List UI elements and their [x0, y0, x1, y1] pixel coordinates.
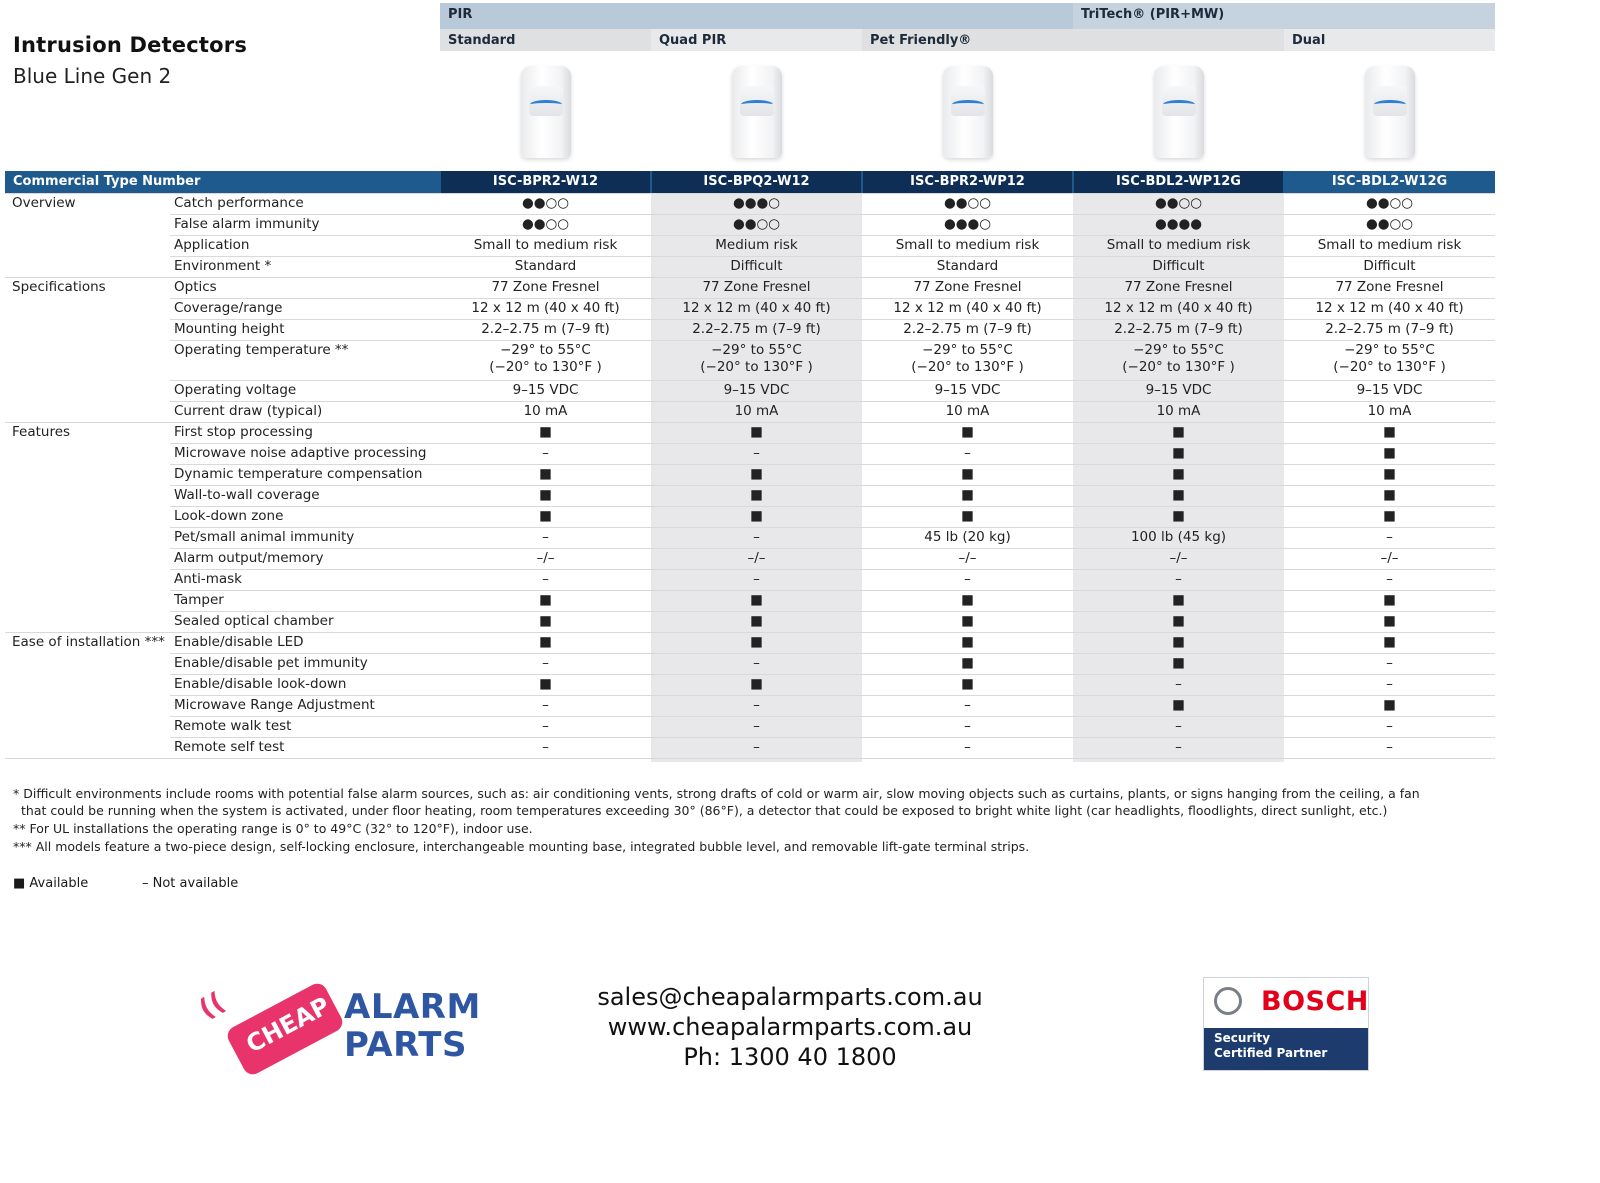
table-cell: ■	[539, 466, 552, 482]
logo-word-parts: PARTS	[344, 1025, 467, 1065]
table-cell: –/–	[958, 550, 977, 566]
table-cell: –	[542, 697, 549, 713]
footnote-2: ** For UL installations the operating range is 0° to 49°C (32° to 120°F), indoor use.	[13, 821, 533, 836]
table-cell: −29° to 55°C	[711, 342, 802, 358]
row-divider	[170, 653, 1495, 654]
table-cell: ■	[1383, 697, 1396, 713]
row-divider	[170, 214, 1495, 215]
table-cell: ■	[539, 592, 552, 608]
section-label: Ease of installation ***	[12, 634, 165, 650]
table-cell: ■	[1383, 424, 1396, 440]
table-cell: ■	[1383, 445, 1396, 461]
table-cell: 2.2–2.75 m (7–9 ft)	[481, 321, 610, 337]
table-cell: −29° to 55°C	[1344, 342, 1435, 358]
bosch-partner-badge	[1203, 977, 1369, 1071]
table-cell: −29° to 55°C	[922, 342, 1013, 358]
row-label: Pet/small animal immunity	[174, 529, 355, 545]
row-label: Anti-mask	[174, 571, 242, 587]
row-label: Operating temperature **	[174, 342, 349, 358]
product-image-3	[937, 64, 997, 160]
table-cell: ●●○○	[1365, 216, 1414, 232]
table-cell: ■	[1383, 634, 1396, 650]
table-cell: –	[542, 655, 549, 671]
table-cell: ●●○○	[943, 195, 992, 211]
product-image-2	[726, 64, 786, 160]
table-cell: –	[1175, 718, 1182, 734]
table-cell: ■	[1383, 466, 1396, 482]
row-label: Operating voltage	[174, 382, 297, 398]
row-divider	[170, 298, 1495, 299]
table-cell: –	[753, 571, 760, 587]
table-cell: 77 Zone Fresnel	[491, 279, 600, 295]
table-cell: −29° to 55°C	[500, 342, 591, 358]
table-cell: ■	[961, 676, 974, 692]
row-divider	[5, 277, 1495, 278]
table-cell: ●●●●	[1154, 216, 1203, 232]
bosch-badge-line2: Certified Partner	[1214, 1046, 1328, 1060]
table-cell: Standard	[936, 258, 999, 274]
table-cell: –/–	[1169, 550, 1188, 566]
page-subtitle: Blue Line Gen 2	[13, 64, 172, 88]
row-label: False alarm immunity	[174, 216, 320, 232]
table-cell: (−20° to 130°F )	[489, 359, 602, 375]
table-cell: ■	[1172, 508, 1185, 524]
table-cell: ●●○○	[521, 195, 570, 211]
table-cell: –	[1175, 676, 1182, 692]
table-cell: –/–	[1380, 550, 1399, 566]
row-divider	[170, 485, 1495, 486]
table-cell: ■	[961, 655, 974, 671]
table-cell: ■	[750, 487, 763, 503]
table-cell: –	[542, 739, 549, 755]
model-header: ISC-BPR2-W12	[441, 171, 650, 193]
row-label: Enable/disable pet immunity	[174, 655, 368, 671]
table-cell: 9–15 VDC	[723, 382, 790, 398]
product-image-4	[1148, 64, 1208, 160]
table-cell: –	[1386, 739, 1393, 755]
table-cell: –/–	[747, 550, 766, 566]
table-cell: Standard	[514, 258, 577, 274]
table-cell: –	[753, 655, 760, 671]
table-cell: ■	[961, 424, 974, 440]
table-cell: 12 x 12 m (40 x 40 ft)	[893, 300, 1042, 316]
table-cell: –	[1386, 571, 1393, 587]
table-cell: ●●○○	[521, 216, 570, 232]
table-cell: ■	[1383, 613, 1396, 629]
table-cell: ■	[961, 466, 974, 482]
logo-word-alarm: ALARM	[344, 987, 481, 1027]
table-cell: Small to medium risk	[895, 237, 1040, 253]
table-cell: 77 Zone Fresnel	[1124, 279, 1233, 295]
table-cell: ■	[961, 613, 974, 629]
group-pir-band	[440, 3, 1073, 29]
table-cell: –	[753, 697, 760, 713]
table-cell: –	[1175, 739, 1182, 755]
contact-phone: Ph: 1300 40 1800	[683, 1043, 897, 1071]
table-cell: ■	[539, 613, 552, 629]
row-label: Mounting height	[174, 321, 285, 337]
table-cell: Difficult	[730, 258, 783, 274]
table-cell: 12 x 12 m (40 x 40 ft)	[1315, 300, 1464, 316]
table-cell: ■	[750, 613, 763, 629]
table-cell: ■	[1172, 655, 1185, 671]
table-cell: 12 x 12 m (40 x 40 ft)	[1104, 300, 1253, 316]
row-divider	[170, 506, 1495, 507]
row-divider	[170, 716, 1495, 717]
table-cell: –	[542, 571, 549, 587]
table-cell: (−20° to 130°F )	[700, 359, 813, 375]
bosch-armature-icon	[1214, 987, 1242, 1015]
sub-dual-band	[1284, 29, 1495, 51]
table-cell: ■	[750, 466, 763, 482]
table-cell: Small to medium risk	[1106, 237, 1251, 253]
table-cell: (−20° to 130°F )	[911, 359, 1024, 375]
row-label: Enable/disable look-down	[174, 676, 347, 692]
row-label: Catch performance	[174, 195, 304, 211]
contact-block	[560, 982, 1020, 1072]
table-cell: ■	[750, 508, 763, 524]
row-divider	[170, 569, 1495, 570]
table-cell: –	[964, 697, 971, 713]
row-divider	[170, 590, 1495, 591]
table-cell: –	[1386, 529, 1393, 545]
model-header: ISC-BDL2-WP12G	[1074, 171, 1283, 193]
table-cell: ■	[961, 508, 974, 524]
table-cell: ■	[1383, 487, 1396, 503]
row-label: Tamper	[174, 592, 224, 608]
table-cell: 77 Zone Fresnel	[1335, 279, 1444, 295]
table-cell: 10 mA	[1367, 403, 1412, 419]
sub-petfriendly-band	[862, 29, 1284, 51]
table-cell: 2.2–2.75 m (7–9 ft)	[1325, 321, 1454, 337]
table-cell: 100 lb (45 kg)	[1130, 529, 1227, 545]
bosch-badge-line1: Security	[1214, 1031, 1271, 1045]
row-label: Application	[174, 237, 250, 253]
table-cell: –	[1386, 718, 1393, 734]
contact-website[interactable]: www.cheapalarmparts.com.au	[607, 1013, 973, 1041]
row-label: Current draw (typical)	[174, 403, 323, 419]
table-cell: ■	[1172, 487, 1185, 503]
row-label: Enable/disable LED	[174, 634, 304, 650]
row-divider	[170, 319, 1495, 320]
row-label: Microwave noise adaptive processing	[174, 445, 427, 461]
row-divider	[170, 443, 1495, 444]
table-cell: ■	[1172, 592, 1185, 608]
sub-quadpir-band	[651, 29, 862, 51]
table-cell: –	[753, 445, 760, 461]
table-cell: Difficult	[1152, 258, 1205, 274]
footnote-1b: that could be running when the system is activated, under floor heating, room temperatures exceeding 30° (86°F), a detector that could be exposed to bright white light (car headlights, floodlights, direct sunlight, etc.)	[21, 803, 1388, 818]
row-label: Alarm output/memory	[174, 550, 324, 566]
table-cell: ●●○○	[1365, 195, 1414, 211]
table-cell: –	[542, 445, 549, 461]
cheap-alarm-parts-logo	[194, 985, 481, 1075]
table-cell: –	[964, 445, 971, 461]
table-cell: ■	[1172, 466, 1185, 482]
row-divider	[170, 340, 1495, 341]
table-cell: ■	[1383, 508, 1396, 524]
row-divider	[170, 464, 1495, 465]
table-cell: (−20° to 130°F )	[1122, 359, 1235, 375]
section-label: Overview	[12, 195, 76, 211]
table-cell: –	[753, 529, 760, 545]
table-cell: ■	[539, 424, 552, 440]
table-cell: (−20° to 130°F )	[1333, 359, 1446, 375]
table-cell: ●●○○	[1154, 195, 1203, 211]
group-tritech-label: TriTech® (PIR+MW)	[1081, 7, 1225, 22]
model-header: ISC-BPQ2-W12	[652, 171, 861, 193]
section-label: Specifications	[12, 279, 106, 295]
contact-email[interactable]: sales@cheapalarmparts.com.au	[597, 983, 983, 1011]
table-cell: 77 Zone Fresnel	[913, 279, 1022, 295]
table-cell: ■	[539, 634, 552, 650]
row-label: Remote walk test	[174, 718, 292, 734]
table-cell: ■	[539, 508, 552, 524]
table-cell: 10 mA	[945, 403, 990, 419]
row-divider	[170, 611, 1495, 612]
model-header: ISC-BPR2-WP12	[863, 171, 1072, 193]
table-cell: –	[964, 739, 971, 755]
row-divider	[170, 527, 1495, 528]
table-cell: ■	[961, 487, 974, 503]
section-label: Features	[12, 424, 71, 440]
table-cell: ■	[750, 592, 763, 608]
footnote-3: *** All models feature a two-piece design, self-locking enclosure, interchangeable mounting base, integrated bubble level, and removable lift-gate terminal strips.	[13, 839, 1030, 854]
table-cell: –	[753, 739, 760, 755]
table-cell: –	[1175, 571, 1182, 587]
sub-dual-label: Dual	[1292, 33, 1326, 48]
row-divider	[5, 632, 1495, 633]
row-label: Look-down zone	[174, 508, 284, 524]
table-cell: Medium risk	[715, 237, 798, 253]
table-cell: ■	[539, 676, 552, 692]
type-number-label: Commercial Type Number	[13, 174, 201, 189]
logo-tag-text: CHEAP	[241, 991, 335, 1059]
table-cell: ■	[1172, 697, 1185, 713]
row-label: Optics	[174, 279, 217, 295]
page-title: Intrusion Detectors	[13, 33, 248, 57]
legend-not-available: – Not available	[142, 876, 239, 891]
table-cell: Difficult	[1363, 258, 1416, 274]
table-cell: ■	[1172, 424, 1185, 440]
table-cell: ■	[961, 634, 974, 650]
table-cell: 12 x 12 m (40 x 40 ft)	[682, 300, 831, 316]
table-cell: 10 mA	[734, 403, 779, 419]
table-cell: 2.2–2.75 m (7–9 ft)	[1114, 321, 1243, 337]
table-cell: 9–15 VDC	[512, 382, 579, 398]
table-cell: –	[1386, 676, 1393, 692]
table-cell: 2.2–2.75 m (7–9 ft)	[903, 321, 1032, 337]
table-cell: ●●○○	[732, 216, 781, 232]
table-cell: 2.2–2.75 m (7–9 ft)	[692, 321, 821, 337]
row-divider	[5, 758, 1495, 759]
table-cell: ■	[1383, 592, 1396, 608]
signal-icon: ((	[194, 987, 230, 1025]
table-cell: ●●●○	[943, 216, 992, 232]
row-divider	[170, 235, 1495, 236]
table-cell: –/–	[536, 550, 555, 566]
row-label: Coverage/range	[174, 300, 283, 316]
row-label: Remote self test	[174, 739, 285, 755]
bosch-wordmark: BOSCH	[1261, 986, 1369, 1017]
row-label: Environment *	[174, 258, 272, 274]
table-cell: ■	[539, 487, 552, 503]
row-divider	[170, 674, 1495, 675]
table-cell: 12 x 12 m (40 x 40 ft)	[471, 300, 620, 316]
product-image-1	[515, 64, 575, 160]
table-cell: ■	[961, 592, 974, 608]
sub-standard-label: Standard	[448, 33, 516, 48]
row-divider	[170, 737, 1495, 738]
table-cell: –	[964, 718, 971, 734]
group-pir-label: PIR	[448, 7, 473, 22]
sub-standard-band	[440, 29, 651, 51]
table-cell: ■	[750, 676, 763, 692]
table-cell: 77 Zone Fresnel	[702, 279, 811, 295]
table-cell: Small to medium risk	[1317, 237, 1462, 253]
table-cell: 9–15 VDC	[1145, 382, 1212, 398]
table-cell: ●●●○	[732, 195, 781, 211]
table-cell: 45 lb (20 kg)	[924, 529, 1011, 545]
table-cell: 9–15 VDC	[934, 382, 1001, 398]
row-divider	[170, 256, 1495, 257]
row-label: First stop processing	[174, 424, 313, 440]
table-cell: –	[542, 718, 549, 734]
row-label: Wall-to-wall coverage	[174, 487, 320, 503]
sub-petfriendly-label: Pet Friendly®	[870, 33, 972, 48]
sub-quadpir-label: Quad PIR	[659, 33, 727, 48]
table-cell: 10 mA	[523, 403, 568, 419]
table-cell: –	[542, 529, 549, 545]
table-cell: 10 mA	[1156, 403, 1201, 419]
model-header: ISC-BDL2-W12G	[1285, 171, 1494, 193]
table-cell: ■	[750, 424, 763, 440]
row-divider	[170, 695, 1495, 696]
row-divider	[170, 548, 1495, 549]
table-cell: Small to medium risk	[473, 237, 618, 253]
row-label: Dynamic temperature compensation	[174, 466, 423, 482]
row-divider	[5, 193, 1495, 194]
footnote-1a: * Difficult environments include rooms with potential false alarm sources, such as: air conditioning vents, strong drafts of cold or warm air, slow moving objects such as curtains, plants, or signs hanging from the ceiling, a fan	[13, 786, 1420, 801]
legend-available: ■ Available	[13, 876, 89, 891]
table-cell: ■	[1172, 634, 1185, 650]
row-divider	[5, 422, 1495, 423]
row-label: Sealed optical chamber	[174, 613, 334, 629]
row-label: Microwave Range Adjustment	[174, 697, 375, 713]
table-cell: ■	[1172, 613, 1185, 629]
table-cell: ■	[1172, 445, 1185, 461]
row-divider	[170, 401, 1495, 402]
table-cell: −29° to 55°C	[1133, 342, 1224, 358]
row-divider	[170, 380, 1495, 381]
group-tritech-band	[1073, 3, 1495, 29]
table-cell: 9–15 VDC	[1356, 382, 1423, 398]
table-cell: –	[964, 571, 971, 587]
table-cell: –	[1386, 655, 1393, 671]
table-cell: –	[753, 718, 760, 734]
product-image-5	[1359, 64, 1419, 160]
table-cell: ■	[750, 634, 763, 650]
